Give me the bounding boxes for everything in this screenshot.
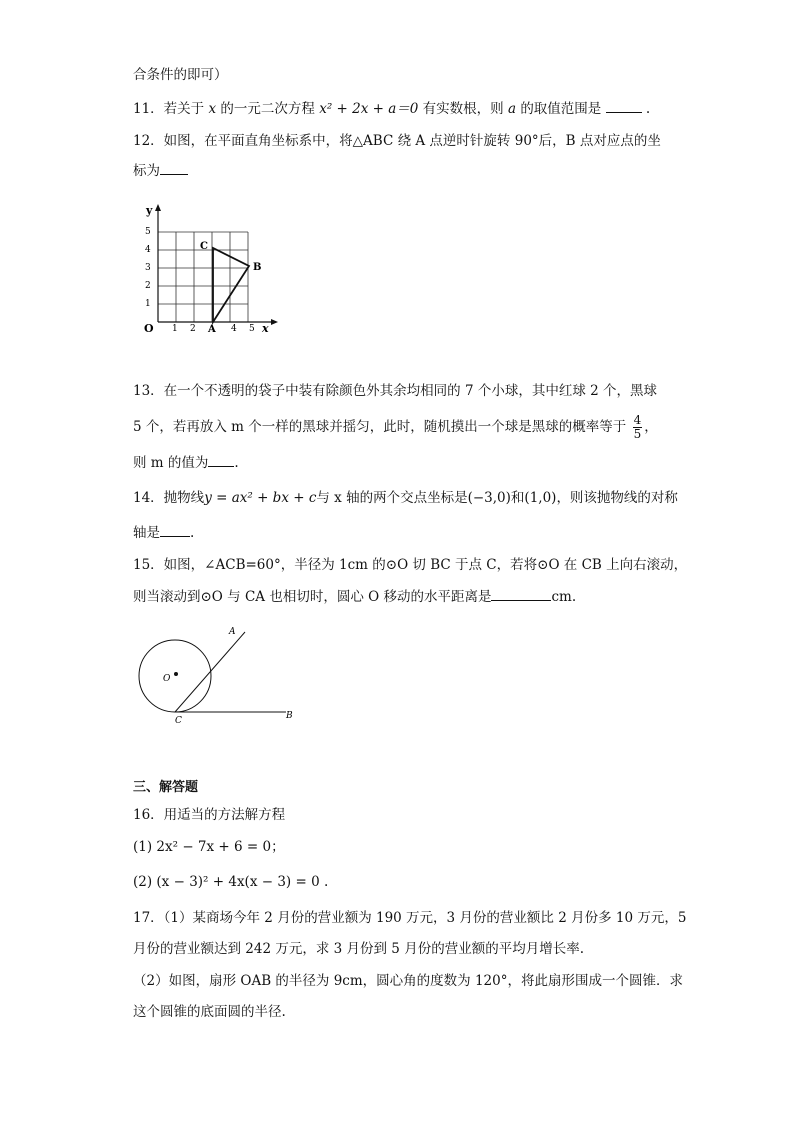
- x-tick-1: 1: [172, 324, 178, 334]
- x-axis-arrow: [271, 319, 278, 325]
- q16-part2: (2) (x − 3)² + 4x(x − 3) = 0 .: [133, 874, 329, 890]
- q17-line2: 月份的营业额达到 242 万元，求 3 月份到 5 月份的营业额的平均月增长率.: [133, 941, 584, 957]
- q11-mid2: 有实数根，则: [422, 101, 504, 117]
- q14-line2-text: 轴是: [133, 525, 160, 541]
- question-11: [133, 100, 650, 118]
- x-tick-4: 4: [231, 324, 237, 334]
- q13-line1: 13．在一个不透明的袋子中装有除颜色外其余均相同的 7 个小球，其中红球 2 个，黑球: [133, 383, 658, 399]
- q11-suffix: 的取值范围是: [520, 101, 602, 117]
- q15-unit: cm.: [551, 589, 577, 605]
- q13-line2-end: ，: [644, 419, 658, 435]
- point-c-label: C: [200, 241, 208, 252]
- x-axis-label: x: [262, 322, 269, 335]
- q15-line2: [133, 588, 576, 606]
- y-tick-4: 4: [145, 245, 151, 255]
- q15-answer-blank[interactable]: [491, 588, 551, 601]
- q13-line2-text: 5 个，若再放入 m 个一样的黑球并摇匀，此时，随机摸出一个球是黑球的概率等于: [133, 419, 627, 435]
- y-tick-2: 2: [145, 281, 151, 291]
- q11-var-x: x: [208, 101, 217, 117]
- y-axis-label: y: [146, 204, 153, 217]
- q17-line4: 这个圆锥的底面圆的半径.: [133, 1004, 286, 1020]
- label-c: C: [175, 716, 182, 726]
- y-axis-arrow: [155, 204, 161, 211]
- origin-label: O: [144, 322, 154, 335]
- q14-prefix: 14．抛物线: [133, 490, 205, 506]
- q14-line1: [133, 489, 678, 507]
- q14-line2: [133, 524, 194, 542]
- x-tick-2: 2: [190, 324, 196, 334]
- q13-answer-blank[interactable]: [208, 454, 234, 467]
- q13-line3: [133, 454, 239, 472]
- q17-line1: 17．（1）某商场今年 2 月份的营业额为 190 万元，3 月份的营业额比 2 月份多 10 万元，5: [133, 910, 687, 926]
- q12-answer-blank[interactable]: [160, 162, 188, 175]
- q14-equation: y = ax² + bx + c: [204, 490, 317, 506]
- q13-line2: [133, 414, 658, 441]
- section-title-answer-questions: 三、解答题: [133, 780, 199, 795]
- q15-line2-text: 则当滚动到⊙O 与 CA 也相切时，圆心 O 移动的水平距离是: [133, 589, 492, 605]
- q10-tail: 合条件的即可）: [133, 67, 228, 83]
- q13-frac-den: 5: [633, 427, 642, 441]
- q12-line1: 12．如图，在平面直角坐标系中，将△ABC 绕 A 点逆时针旋转 90°后，B 点对应点的坐: [133, 133, 661, 149]
- q13-fraction: [633, 414, 643, 441]
- q11-var-a: a: [507, 101, 517, 117]
- coordinate-grid-figure: [136, 200, 286, 345]
- q11-end: .: [645, 101, 651, 117]
- q16-title: 16．用适当的方法解方程: [133, 807, 286, 823]
- ray-ca: [175, 632, 245, 712]
- y-tick-1: 1: [145, 299, 151, 309]
- q11-mid1: 的一元二次方程: [220, 101, 315, 117]
- point-b-label: B: [253, 262, 262, 273]
- q14-point1: (−3,0): [467, 490, 511, 506]
- triangle-abc: [213, 248, 249, 322]
- q11-equation: x² + 2x + a＝0: [319, 101, 419, 117]
- q16-part1: (1) 2x² − 7x + 6 = 0；: [133, 839, 285, 855]
- q14-line2-end: .: [190, 525, 195, 541]
- q14-and: 和: [510, 490, 525, 506]
- q14-suffix: ，则该抛物线的对称: [556, 490, 678, 506]
- x-tick-5: 5: [249, 324, 255, 334]
- q17-line3: （2）如图，扇形 OAB 的半径为 9cm，圆心角的度数为 120°，将此扇形围成一个圆锥．求: [133, 973, 683, 989]
- q12-line2-text: 标为: [133, 163, 160, 179]
- q13-line3-text: 则 m 的值为: [133, 455, 209, 471]
- q12-line2: [133, 162, 188, 180]
- q14-answer-blank[interactable]: [160, 524, 190, 537]
- q14-point2: (1,0): [524, 490, 557, 506]
- q14-mid: 与 x 轴的两个交点坐标是: [316, 490, 468, 506]
- circle-o: [139, 640, 211, 712]
- label-o: O: [163, 674, 171, 684]
- q11-answer-blank[interactable]: [606, 100, 642, 113]
- q11-prefix: 11．若关于: [133, 101, 205, 117]
- center-o-dot: [174, 672, 178, 676]
- label-b: B: [286, 711, 293, 721]
- q13-line3-end: .: [234, 455, 239, 471]
- circle-tangent-figure: [133, 620, 303, 730]
- q13-frac-num: 4: [633, 413, 642, 427]
- q15-line1: 15．如图，∠ACB=60°，半径为 1cm 的⊙O 切 BC 于点 C，若将⊙O 在 CB 上向右滚动，: [133, 557, 688, 573]
- y-tick-5: 5: [145, 227, 151, 237]
- point-a-label: A: [208, 324, 216, 335]
- label-a: A: [229, 627, 236, 637]
- y-tick-3: 3: [145, 263, 151, 273]
